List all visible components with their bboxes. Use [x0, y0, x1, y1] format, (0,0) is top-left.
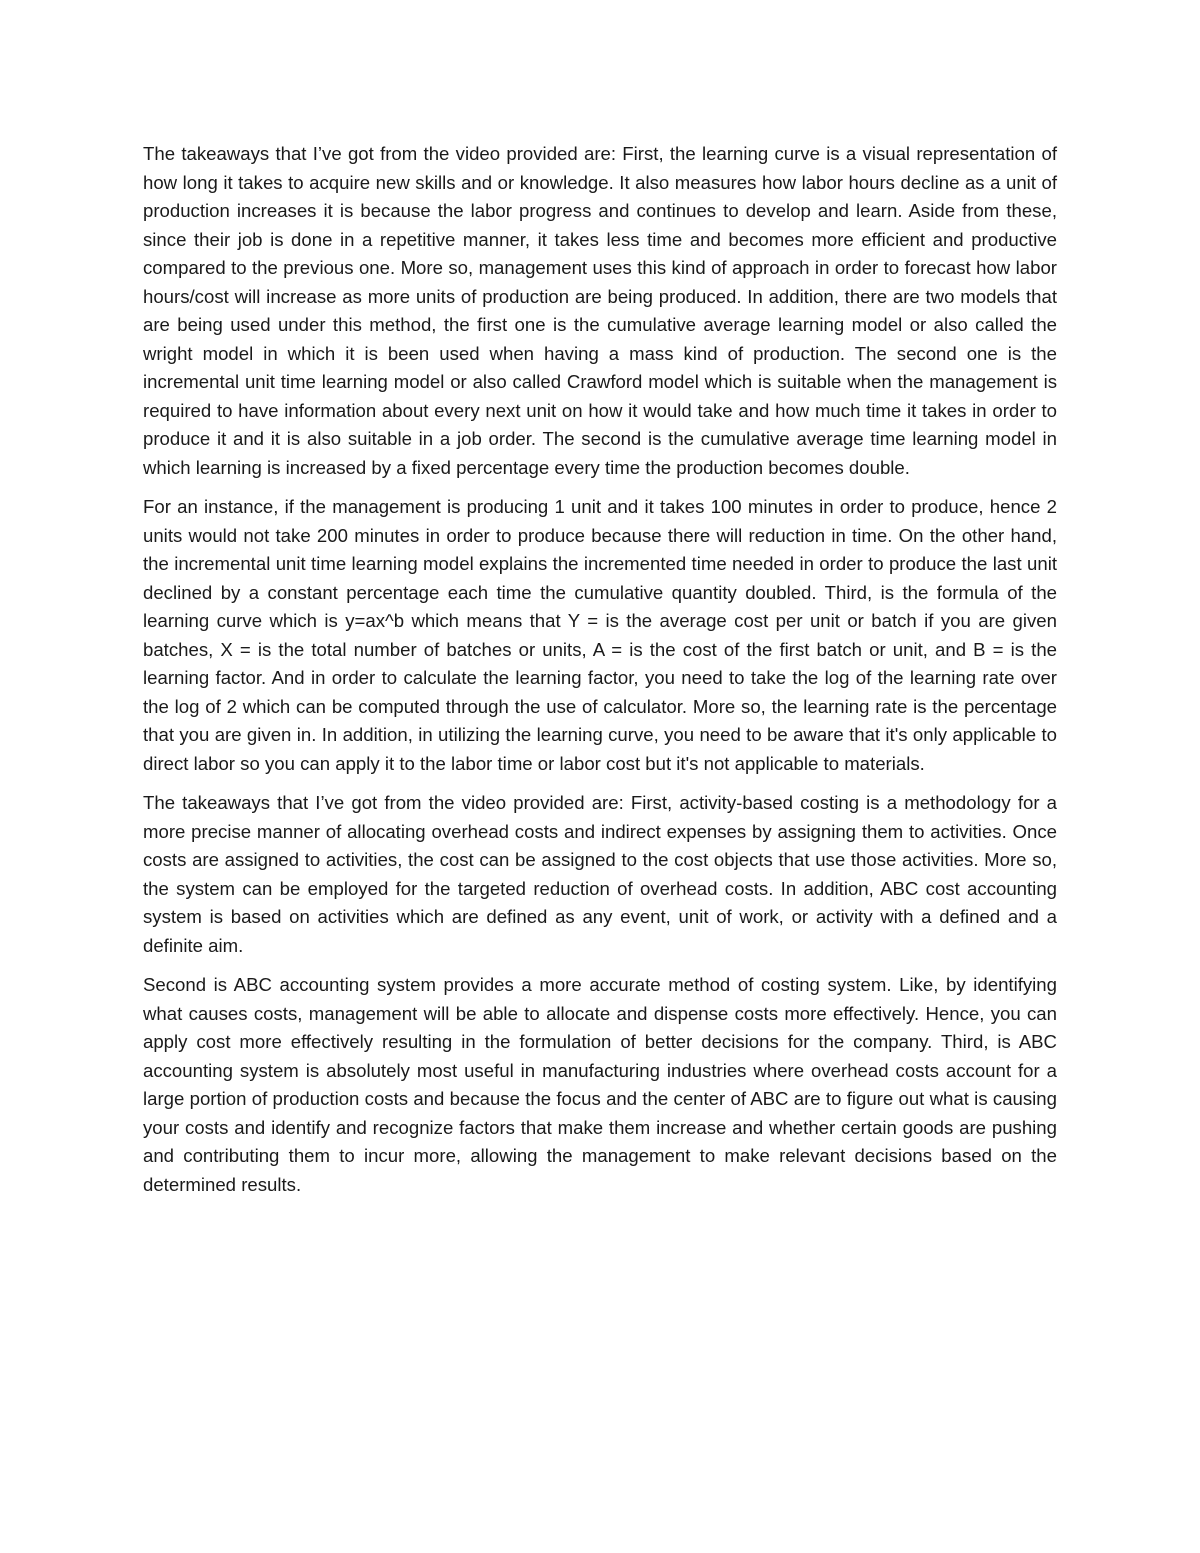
paragraph-abc-accounting: Second is ABC accounting system provides a more accurate method of costing system. Like, by identifying what causes costs, management will be able to allocate and dispense costs more effectively. Hence, you can apply cost more effectively resulting in the formulation of better decisions for the company. Third, is ABC accounting system is absolutely most useful in manufacturing industries where overhead costs account for a large portion of production costs and because the focus and the center of ABC are to figure out what is causing your costs and identify and recognize factors that make them increase and whether certain goods are pushing and contributing them to incur more, allowing the management to make relevant decisions based on the determined results. — [143, 974, 1057, 1195]
document-body — [143, 140, 1057, 1210]
paragraph-learning-curve: The takeaways that I’ve got from the video provided are: First, the learning curve is a visual representation of how long it takes to acquire new skills and or knowledge. It also measures how labor hours decline as a unit of production increases it is because the labor progress and continues to develop and learn. Aside from these, since their job is done in a repetitive manner, it takes less time and becomes more efficient and productive compared to the previous one. More so, management uses this kind of approach in order to forecast how labor hours/cost will increase as more units of production are being produced. In addition, there are two models that are being used under this method, the first one is the cumulative average learning model or also called the wright model in which it is been used when having a mass kind of production. The second one is the incremental unit time learning model or also called Crawford model which is suitable when the management is required to have information about every next unit on how it would take and how much time it takes in order to produce it and it is also suitable in a job order. The second is the cumulative average time learning model in which learning is increased by a fixed percentage every time the production becomes double. — [143, 143, 1057, 478]
paragraph-learning-curve-example: For an instance, if the management is producing 1 unit and it takes 100 minutes in order to produce, hence 2 units would not take 200 minutes in order to produce because there will reduction in time. On the other hand, the incremental unit time learning model explains the incremented time needed in order to produce the last unit declined by a constant percentage each time the cumulative quantity doubled. Third, is the formula of the learning curve which is y=ax^b which means that Y = is the average cost per unit or batch if you are given batches, X = is the total number of batches or units, A = is the cost of the first batch or unit, and B = is the learning factor. And in order to calculate the learning factor, you need to take the log of the learning rate over the log of 2 which can be computed through the use of calculator. More so, the learning rate is the percentage that you are given in. In addition, in utilizing the learning curve, you need to be aware that it's only applicable to direct labor so you can apply it to the labor time or labor cost but it's not applicable to materials. — [143, 496, 1057, 774]
paragraph-activity-based-costing: The takeaways that I’ve got from the video provided are: First, activity-based costing is a methodology for a more precise manner of allocating overhead costs and indirect expenses by assigning them to activities. Once costs are assigned to activities, the cost can be assigned to the cost objects that use those activities. More so, the system can be employed for the targeted reduction of overhead costs. In addition, ABC cost accounting system is based on activities which are defined as any event, unit of work, or activity with a defined and a definite aim. — [143, 792, 1057, 956]
